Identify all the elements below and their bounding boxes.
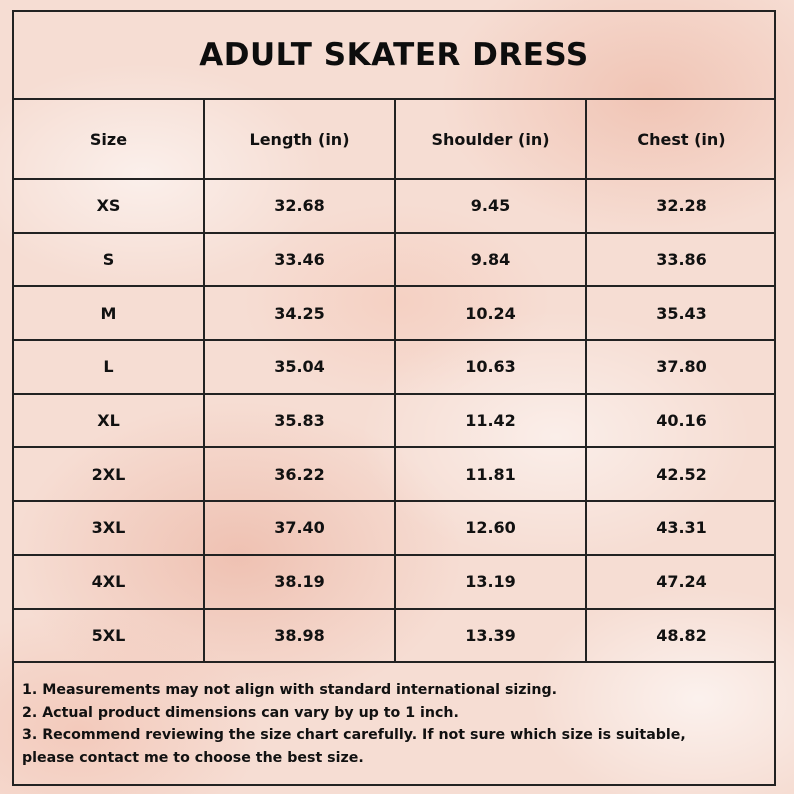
cell-chest: 33.86 <box>586 233 776 287</box>
cell-length: 38.98 <box>204 609 395 663</box>
header-size: Size <box>14 100 204 179</box>
cell-length: 33.46 <box>204 233 395 287</box>
cell-length: 35.04 <box>204 340 395 394</box>
cell-size: XS <box>14 179 204 233</box>
cell-length: 38.19 <box>204 555 395 609</box>
cell-shoulder: 9.45 <box>395 179 586 233</box>
cell-chest: 43.31 <box>586 501 776 555</box>
cell-length: 34.25 <box>204 286 395 340</box>
header-length: Length (in) <box>204 100 395 179</box>
note-line: 2. Actual product dimensions can vary by up to 1 inch. <box>22 704 459 721</box>
cell-chest: 48.82 <box>586 609 776 663</box>
table-row <box>14 447 776 501</box>
cell-shoulder: 11.81 <box>395 447 586 501</box>
cell-length: 32.68 <box>204 179 395 233</box>
header-shoulder: Shoulder (in) <box>395 100 586 179</box>
cell-size: XL <box>14 394 204 448</box>
cell-chest: 42.52 <box>586 447 776 501</box>
cell-shoulder: 11.42 <box>395 394 586 448</box>
title-row <box>14 12 774 100</box>
table-row <box>14 286 776 340</box>
cell-length: 37.40 <box>204 501 395 555</box>
cell-chest: 40.16 <box>586 394 776 448</box>
table-row <box>14 233 776 287</box>
cell-chest: 35.43 <box>586 286 776 340</box>
cell-length: 35.83 <box>204 394 395 448</box>
cell-chest: 37.80 <box>586 340 776 394</box>
note-line: 1. Measurements may not align with standard international sizing. <box>22 682 558 699</box>
header-row <box>14 100 776 179</box>
table-row <box>14 340 776 394</box>
note-line: 3. Recommend reviewing the size chart carefully. If not sure which size is suitable, <box>22 727 686 744</box>
table-row <box>14 609 776 663</box>
table-row <box>14 501 776 555</box>
chart-title: ADULT SKATER DRESS <box>199 37 589 73</box>
table-row <box>14 555 776 609</box>
cell-length: 36.22 <box>204 447 395 501</box>
cell-size: L <box>14 340 204 394</box>
table-row <box>14 179 776 233</box>
cell-size: M <box>14 286 204 340</box>
cell-shoulder: 10.63 <box>395 340 586 394</box>
cell-size: 2XL <box>14 447 204 501</box>
cell-size: 5XL <box>14 609 204 663</box>
size-chart <box>12 10 776 786</box>
header-chest: Chest (in) <box>586 100 776 179</box>
cell-size: S <box>14 233 204 287</box>
note-line: please contact me to choose the best size. <box>22 749 364 766</box>
cell-shoulder: 9.84 <box>395 233 586 287</box>
cell-size: 4XL <box>14 555 204 609</box>
cell-chest: 32.28 <box>586 179 776 233</box>
notes-section <box>14 663 774 769</box>
cell-shoulder: 13.19 <box>395 555 586 609</box>
cell-shoulder: 12.60 <box>395 501 586 555</box>
size-table <box>14 100 776 663</box>
cell-size: 3XL <box>14 501 204 555</box>
cell-chest: 47.24 <box>586 555 776 609</box>
table-row <box>14 394 776 448</box>
cell-shoulder: 13.39 <box>395 609 586 663</box>
cell-shoulder: 10.24 <box>395 286 586 340</box>
